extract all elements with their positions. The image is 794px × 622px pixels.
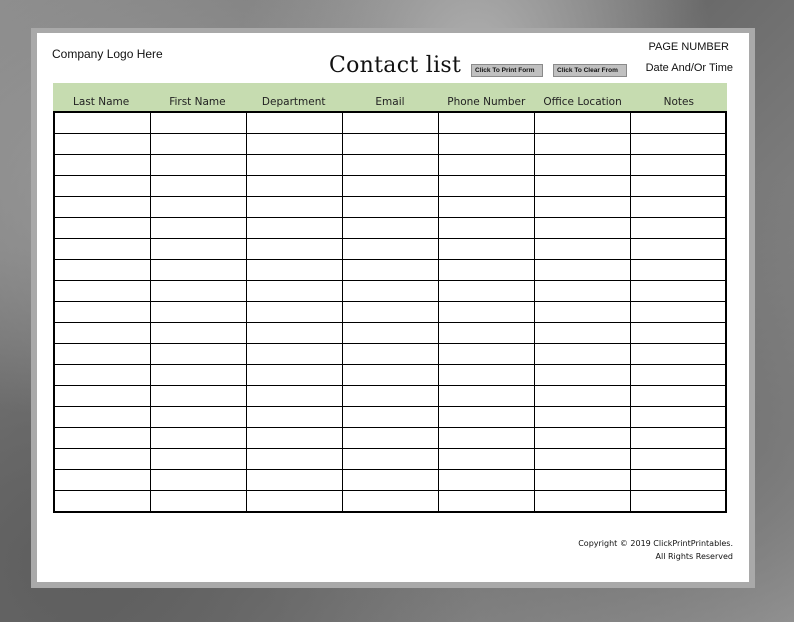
table-cell-input[interactable] <box>54 281 150 302</box>
table-cell-input[interactable] <box>54 386 150 407</box>
column-header-email: Email <box>375 96 405 108</box>
table-cell-input[interactable] <box>438 491 534 513</box>
table-cell-input[interactable] <box>246 302 342 323</box>
table-cell-input[interactable] <box>534 470 630 491</box>
table-cell-input[interactable] <box>150 302 246 323</box>
table-cell-input[interactable] <box>150 197 246 218</box>
table-cell-input[interactable] <box>150 470 246 491</box>
table-cell-input[interactable] <box>150 365 246 386</box>
table-cell-input[interactable] <box>246 491 342 513</box>
table-cell-input[interactable] <box>150 491 246 513</box>
table-cell-input[interactable] <box>246 344 342 365</box>
table-cell-input[interactable] <box>246 176 342 197</box>
table-cell-input[interactable] <box>534 112 630 134</box>
table-row <box>54 428 726 449</box>
clear-form-button[interactable]: Click To Clear From <box>553 64 627 77</box>
table-row <box>54 449 726 470</box>
column-header-phone-number: Phone Number <box>447 96 526 108</box>
page-number-field[interactable]: PAGE NUMBER <box>648 41 729 53</box>
table-cell-input[interactable] <box>438 260 534 281</box>
table-cell-input[interactable] <box>534 197 630 218</box>
print-form-button[interactable]: Click To Print Form <box>471 64 543 77</box>
table-cell-input[interactable] <box>630 407 726 428</box>
table-cell-input[interactable] <box>630 260 726 281</box>
table-cell-input[interactable] <box>246 365 342 386</box>
page-title: Contact list <box>329 53 462 78</box>
table-cell-input[interactable] <box>630 386 726 407</box>
table-cell-input[interactable] <box>438 112 534 134</box>
table-cell-input[interactable] <box>534 239 630 260</box>
table-cell-input[interactable] <box>342 491 438 513</box>
table-cell-input[interactable] <box>630 344 726 365</box>
table-cell-input[interactable] <box>342 323 438 344</box>
copyright-notice <box>578 537 733 563</box>
table-cell-input[interactable] <box>438 470 534 491</box>
table-cell-input[interactable] <box>438 302 534 323</box>
table-cell-input[interactable] <box>150 176 246 197</box>
table-cell-input[interactable] <box>534 407 630 428</box>
table-row <box>54 302 726 323</box>
table-row <box>54 491 726 513</box>
table-cell-input[interactable] <box>342 470 438 491</box>
table-row <box>54 176 726 197</box>
table-cell-input[interactable] <box>630 112 726 134</box>
table-cell-input[interactable] <box>630 449 726 470</box>
table-cell-input[interactable] <box>630 365 726 386</box>
column-header-last-name: Last Name <box>73 96 130 108</box>
table-cell-input[interactable] <box>150 323 246 344</box>
table-cell-input[interactable] <box>150 281 246 302</box>
table-cell-input[interactable] <box>630 323 726 344</box>
table-cell-input[interactable] <box>246 281 342 302</box>
table-cell-input[interactable] <box>54 239 150 260</box>
table-cell-input[interactable] <box>150 239 246 260</box>
table-cell-input[interactable] <box>246 449 342 470</box>
table-cell-input[interactable] <box>54 218 150 239</box>
table-cell-input[interactable] <box>246 218 342 239</box>
table-cell-input[interactable] <box>630 428 726 449</box>
table-cell-input[interactable] <box>342 344 438 365</box>
table-cell-input[interactable] <box>534 218 630 239</box>
table-cell-input[interactable] <box>630 470 726 491</box>
table-cell-input[interactable] <box>150 155 246 176</box>
table-cell-input[interactable] <box>630 155 726 176</box>
table-cell-input[interactable] <box>438 155 534 176</box>
table-cell-input[interactable] <box>150 428 246 449</box>
table-cell-input[interactable] <box>342 134 438 155</box>
table-cell-input[interactable] <box>630 302 726 323</box>
table-row <box>54 386 726 407</box>
table-cell-input[interactable] <box>150 218 246 239</box>
table-row <box>54 470 726 491</box>
table-cell-input[interactable] <box>54 260 150 281</box>
table-cell-input[interactable] <box>534 428 630 449</box>
table-cell-input[interactable] <box>534 281 630 302</box>
table-cell-input[interactable] <box>342 176 438 197</box>
table-cell-input[interactable] <box>342 260 438 281</box>
table-body-grid <box>53 111 727 513</box>
table-cell-input[interactable] <box>534 260 630 281</box>
table-cell-input[interactable] <box>438 365 534 386</box>
table-cell-input[interactable] <box>534 323 630 344</box>
table-cell-input[interactable] <box>534 176 630 197</box>
table-cell-input[interactable] <box>246 239 342 260</box>
table-cell-input[interactable] <box>438 323 534 344</box>
table-cell-input[interactable] <box>342 281 438 302</box>
table-cell-input[interactable] <box>630 491 726 513</box>
table-cell-input[interactable] <box>342 155 438 176</box>
table-cell-input[interactable] <box>54 302 150 323</box>
table-cell-input[interactable] <box>438 134 534 155</box>
table-cell-input[interactable] <box>54 176 150 197</box>
table-cell-input[interactable] <box>630 281 726 302</box>
table-cell-input[interactable] <box>438 407 534 428</box>
table-cell-input[interactable] <box>630 134 726 155</box>
table-cell-input[interactable] <box>630 239 726 260</box>
table-cell-input[interactable] <box>534 344 630 365</box>
table-cell-input[interactable] <box>54 197 150 218</box>
column-header-office-location: Office Location <box>543 96 622 108</box>
table-cell-input[interactable] <box>342 218 438 239</box>
table-cell-input[interactable] <box>342 112 438 134</box>
table-cell-input[interactable] <box>438 239 534 260</box>
table-cell-input[interactable] <box>54 112 150 134</box>
table-cell-input[interactable] <box>54 365 150 386</box>
table-cell-input[interactable] <box>246 112 342 134</box>
table-cell-input[interactable] <box>54 428 150 449</box>
table-cell-input[interactable] <box>630 176 726 197</box>
table-cell-input[interactable] <box>342 197 438 218</box>
table-cell-input[interactable] <box>150 260 246 281</box>
table-cell-input[interactable] <box>246 407 342 428</box>
rights-line: All Rights Reserved <box>655 552 733 561</box>
table-row <box>54 134 726 155</box>
contact-table <box>53 83 727 513</box>
contact-list-sheet <box>37 33 749 582</box>
table-row <box>54 281 726 302</box>
table-cell-input[interactable] <box>438 176 534 197</box>
table-cell-input[interactable] <box>438 449 534 470</box>
table-row <box>54 323 726 344</box>
table-cell-input[interactable] <box>54 134 150 155</box>
table-cell-input[interactable] <box>534 449 630 470</box>
table-row <box>54 344 726 365</box>
table-cell-input[interactable] <box>54 407 150 428</box>
table-row <box>54 112 726 134</box>
table-cell-input[interactable] <box>534 155 630 176</box>
table-cell-input[interactable] <box>438 197 534 218</box>
table-row <box>54 155 726 176</box>
table-cell-input[interactable] <box>150 407 246 428</box>
table-cell-input[interactable] <box>246 428 342 449</box>
table-cell-input[interactable] <box>246 134 342 155</box>
table-row <box>54 407 726 428</box>
table-cell-input[interactable] <box>246 470 342 491</box>
table-cell-input[interactable] <box>54 155 150 176</box>
table-cell-input[interactable] <box>534 365 630 386</box>
table-cell-input[interactable] <box>630 197 726 218</box>
table-header-row <box>53 83 727 111</box>
table-cell-input[interactable] <box>54 344 150 365</box>
column-header-notes: Notes <box>663 96 694 108</box>
table-row <box>54 218 726 239</box>
table-cell-input[interactable] <box>150 112 246 134</box>
table-cell-input[interactable] <box>438 218 534 239</box>
table-cell-input[interactable] <box>438 386 534 407</box>
table-cell-input[interactable] <box>630 218 726 239</box>
table-cell-input[interactable] <box>150 449 246 470</box>
table-cell-input[interactable] <box>534 491 630 513</box>
table-cell-input[interactable] <box>342 428 438 449</box>
date-time-field[interactable]: Date And/Or Time <box>645 62 733 74</box>
table-cell-input[interactable] <box>342 386 438 407</box>
table-cell-input[interactable] <box>534 302 630 323</box>
copyright-line: Copyright © 2019 ClickPrintPrintables. <box>578 539 733 548</box>
table-cell-input[interactable] <box>54 491 150 513</box>
column-header-department: Department <box>261 96 326 108</box>
table-cell-input[interactable] <box>438 281 534 302</box>
table-cell-input[interactable] <box>246 155 342 176</box>
table-cell-input[interactable] <box>54 449 150 470</box>
table-cell-input[interactable] <box>54 323 150 344</box>
table-row <box>54 260 726 281</box>
table-cell-input[interactable] <box>342 302 438 323</box>
table-cell-input[interactable] <box>150 386 246 407</box>
table-cell-input[interactable] <box>246 386 342 407</box>
table-row <box>54 239 726 260</box>
column-header-first-name: First Name <box>169 96 226 108</box>
table-cell-input[interactable] <box>246 197 342 218</box>
table-cell-input[interactable] <box>438 344 534 365</box>
table-cell-input[interactable] <box>534 134 630 155</box>
table-cell-input[interactable] <box>342 239 438 260</box>
company-logo-placeholder: Company Logo Here <box>52 47 163 61</box>
table-cell-input[interactable] <box>150 134 246 155</box>
table-cell-input[interactable] <box>342 407 438 428</box>
table-cell-input[interactable] <box>342 449 438 470</box>
table-cell-input[interactable] <box>54 470 150 491</box>
table-row <box>54 365 726 386</box>
table-cell-input[interactable] <box>246 260 342 281</box>
table-row <box>54 197 726 218</box>
table-cell-input[interactable] <box>438 428 534 449</box>
table-cell-input[interactable] <box>342 365 438 386</box>
table-cell-input[interactable] <box>534 386 630 407</box>
table-cell-input[interactable] <box>246 323 342 344</box>
table-cell-input[interactable] <box>150 344 246 365</box>
